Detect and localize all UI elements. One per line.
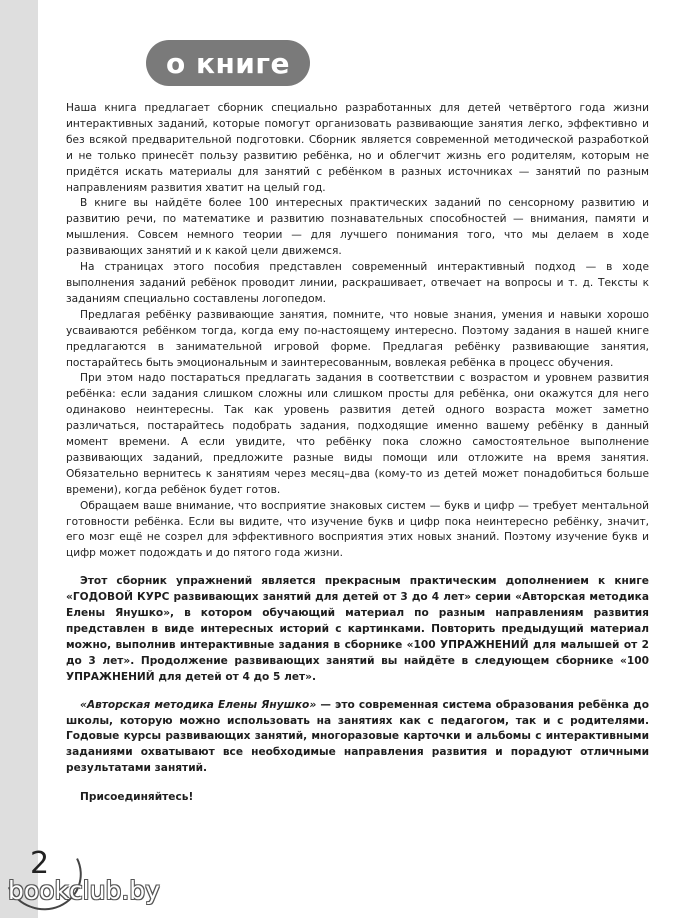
paragraph: При этом надо постараться предлагать задания в соответствии с возрастом и уровнем развития ребёнка: если задания слишком сложны или слишком просты для ребёнка, они окажутся для него одинаково неинтересны. Так как уровень развития детей одного возраста может заметно различаться, постарайтесь подобрать задания, подходящие именно вашему ребёнку в данный момент времени. А если увидите, что ребёнку пока сложно самостоятельное выполнение развивающих заданий, предложите разные виды помощи или отложите на время занятия. Обязательно вернитесь к занятиям через месяц–два (кому-то из детей может понадобиться больше времени), когда ребёнок будет готов. bbox=[66, 372, 649, 496]
paragraph: Обращаем ваше внимание, что восприятие знаковых систем — букв и цифр — требует ментальной готовности ребёнка. Если вы видите, что изучение букв и цифр пока неинтересно ребёнку, значит, его мозг ещё не созрел для эффективного восприятия этих новых знаний. Поэтому изучение букв и цифр может подождать и до пятого года жизни. bbox=[66, 499, 649, 560]
paragraph: Наша книга предлагает сборник специально разработанных для детей четвёртого года жизни интерактивных заданий, которые помогут организовать развивающие занятия легко, эффективно и без всякой предварительной подготовки. Сборник является современной методической разработкой и не только принесёт пользу развитию ребёнка, но и облегчит жизнь его родителям, которым не придётся искать материалы для занятий с ребёнком в разных источниках — занятий по разным направлениям развития хватит на целый год. bbox=[66, 102, 649, 194]
body-text bbox=[66, 101, 649, 806]
bold-paragraph: Этот сборник упражнений является прекрасным практическим дополнением к книге «ГОДОВОЙ КУРС развивающих занятий для детей от 3 до 4 лет» серии «Авторская методика Елены Янушко», в котором обучающий материал по разным направлениям развития представлен в виде интересных историй с картинками. Повторить предыдущий материал можно, выполнив интерактивные задания в сборнике «100 УПРАЖНЕНИЙ для малышей от 2 до 3 лет». Продолжение развивающих занятий вы найдёте в следующем сборнике «100 УПРАЖНЕНИЙ для детей от 4 до 5 лет». bbox=[66, 575, 649, 683]
watermark: bookclub.by bbox=[8, 876, 160, 905]
closing-line: Присоединяйтесь! bbox=[80, 791, 194, 804]
series-description: — это современная система образования ребёнка до школы, которую можно использовать на занятиях как с педагогом, так и с родителями. Годовые курсы развивающих занятий, многоразовые карточки и альбомы с интерактивными заданиями охватывают все необходимые направления развития и порадуют отличными результатами занятий. bbox=[66, 698, 649, 775]
bold-paragraph bbox=[66, 698, 649, 778]
page-title: о книге bbox=[146, 40, 310, 86]
paragraph: Предлагая ребёнку развивающие занятия, помните, что новые знания, умения и навыки хорошо усваиваются ребёнком тогда, когда ему по-настоящему интересно. Поэтому задания в нашей книге предлагаются в занимательной игровой форме. Предлагая ребёнку развивающие занятия, постарайтесь быть эмоциональным и заинтересованным, вовлекая ребёнка в процесс обучения. bbox=[66, 308, 649, 369]
page-number: 2 bbox=[30, 846, 50, 881]
page-edge bbox=[0, 0, 38, 918]
paragraph: В книге вы найдёте более 100 интересных практических заданий по сенсорному развитию и развитию речи, по математике и развитию познавательных способностей — внимания, памяти и мышления. Совсем немного теории — для лучшего понимания того, что мы делаем в ходе развивающих занятий и к какой цели движемся. bbox=[66, 197, 649, 258]
series-name: «Авторская методика Елены Янушко» bbox=[80, 698, 317, 711]
paragraph: На страницах этого пособия представлен современный интерактивный подход — в ходе выполнения заданий ребёнок проводит линии, раскрашивает, отвечает на вопросы и т. д. Тексты к заданиям специально составлены логопедом. bbox=[66, 261, 649, 305]
